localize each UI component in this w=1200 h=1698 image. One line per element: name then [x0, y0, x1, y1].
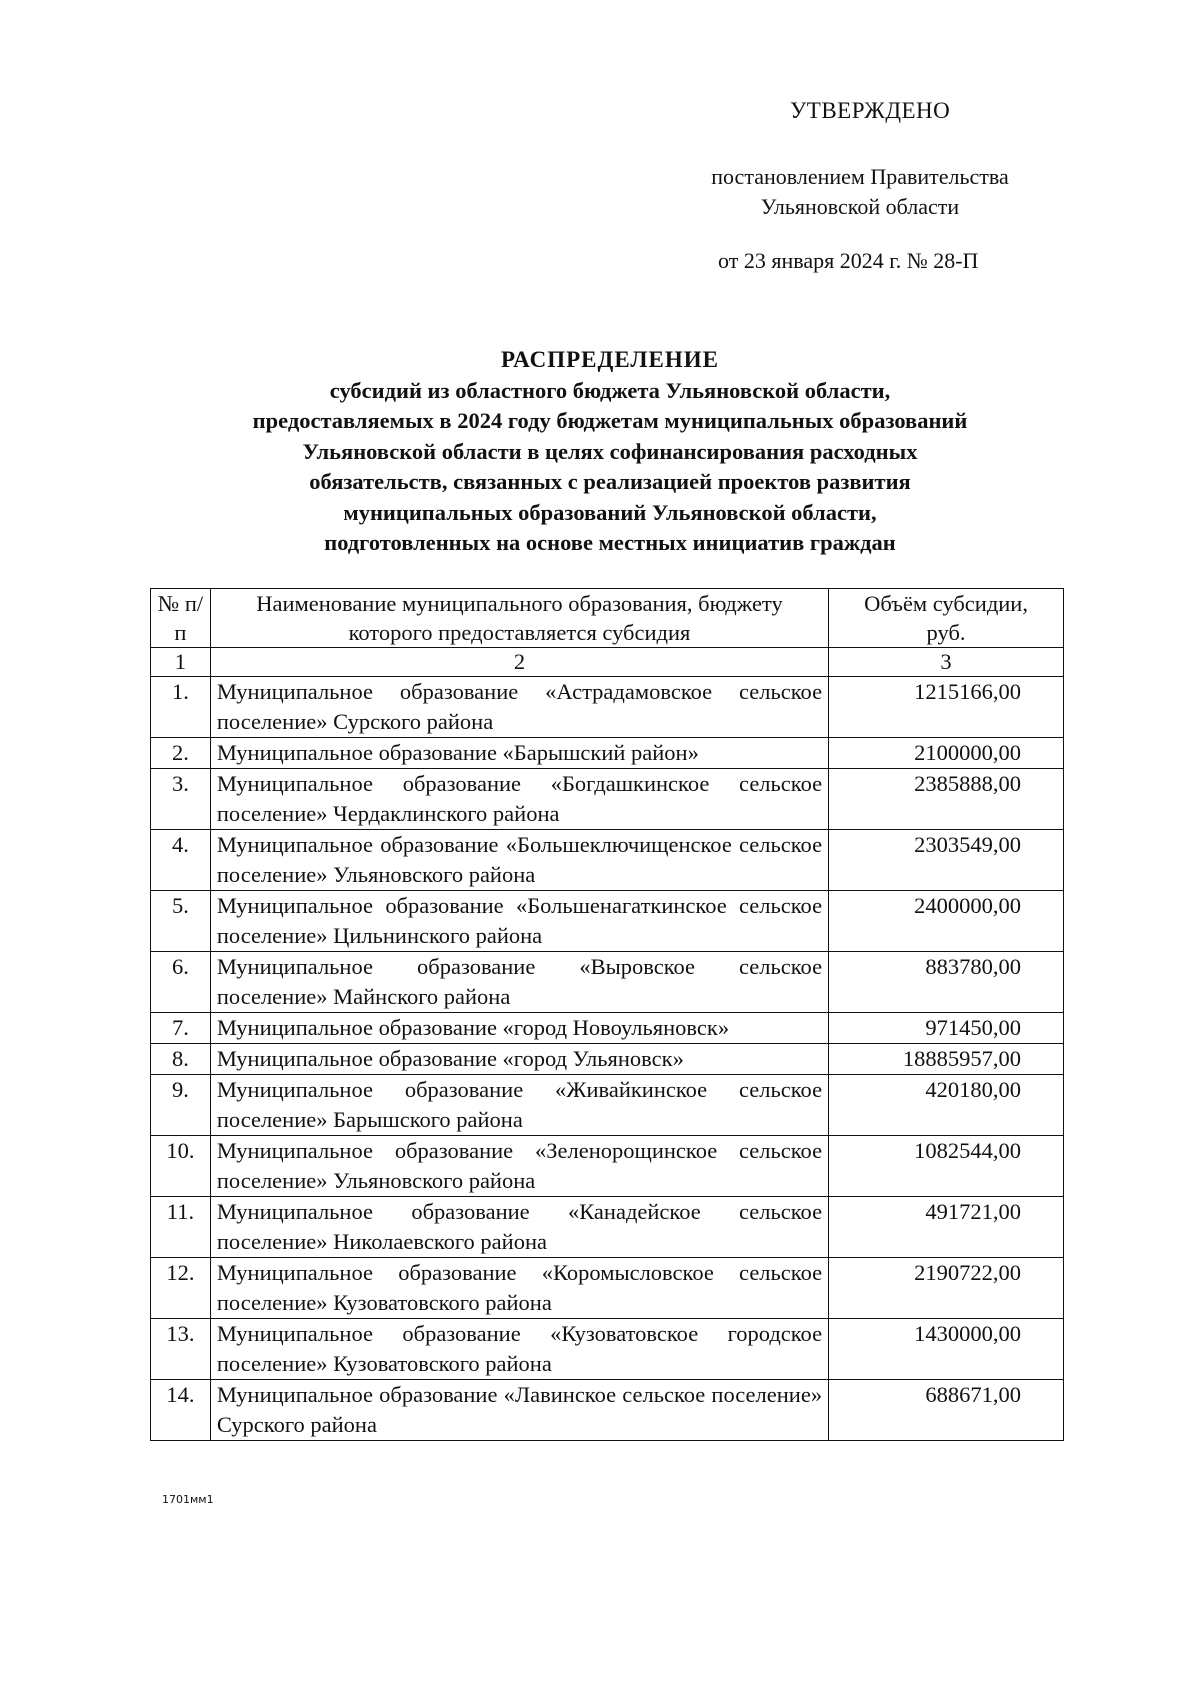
header-value: Объём субсидии, руб.	[829, 589, 1064, 648]
row-value: 883780,00	[829, 952, 1064, 1013]
table-row	[151, 1380, 1064, 1441]
subsidy-table	[150, 588, 1064, 1441]
row-number: 13.	[151, 1319, 211, 1380]
row-name: Муниципальное образование «Большеключищенское сельское поселение» Ульяновского района	[210, 830, 828, 891]
title-main: РАСПРЕДЕЛЕНИЕ	[501, 347, 719, 372]
approval-resolution	[660, 162, 1060, 222]
row-name: Муниципальное образование «Коромысловское сельское поселение» Кузоватовского района	[210, 1258, 828, 1319]
row-number: 2.	[151, 738, 211, 769]
row-number: 7.	[151, 1013, 211, 1044]
row-name: Муниципальное образование «город Новоульяновск»	[210, 1013, 828, 1044]
index-cell: 3	[829, 648, 1064, 677]
row-value: 18885957,00	[829, 1044, 1064, 1075]
row-name: Муниципальное образование «Лавинское сельское поселение» Сурского района	[210, 1380, 828, 1441]
row-name: Муниципальное образование «Кузоватовское городское поселение» Кузоватовского района	[210, 1319, 828, 1380]
table-row	[151, 1013, 1064, 1044]
table-row	[151, 677, 1064, 738]
row-number: 4.	[151, 830, 211, 891]
table-row	[151, 1258, 1064, 1319]
row-value: 2303549,00	[829, 830, 1064, 891]
row-value: 420180,00	[829, 1075, 1064, 1136]
row-number: 12.	[151, 1258, 211, 1319]
title-line: муниципальных образований Ульяновской области,	[343, 499, 877, 525]
row-value: 491721,00	[829, 1197, 1064, 1258]
title-line: Ульяновской области в целях софинансирования расходных	[302, 438, 918, 464]
header-number: № п/п	[151, 589, 211, 648]
title-line: субсидий из областного бюджета Ульяновской области,	[329, 377, 891, 403]
row-name: Муниципальное образование «Зеленорощинское сельское поселение» Ульяновского района	[210, 1136, 828, 1197]
row-name: Муниципальное образование «Большенагаткинское сельское поселение» Цильнинского района	[210, 891, 828, 952]
table-row	[151, 952, 1064, 1013]
table-row	[151, 738, 1064, 769]
approval-date: от 23 января 2024 г. № 28-П	[718, 248, 979, 273]
table-row	[151, 1136, 1064, 1197]
table-header-row	[151, 589, 1064, 648]
row-value: 2385888,00	[829, 769, 1064, 830]
row-number: 9.	[151, 1075, 211, 1136]
index-cell: 2	[210, 648, 828, 677]
row-value: 2190722,00	[829, 1258, 1064, 1319]
document-title	[150, 345, 1070, 559]
row-number: 10.	[151, 1136, 211, 1197]
table-index-row	[151, 648, 1064, 677]
table-row	[151, 891, 1064, 952]
row-number: 5.	[151, 891, 211, 952]
approval-line-1: постановлением Правительства	[711, 164, 1009, 189]
row-number: 11.	[151, 1197, 211, 1258]
row-value: 688671,00	[829, 1380, 1064, 1441]
row-name: Муниципальное образование «Богдашкинское сельское поселение» Чердаклинского района	[210, 769, 828, 830]
row-name: Муниципальное образование «Канадейское сельское поселение» Николаевского района	[210, 1197, 828, 1258]
table-row	[151, 1319, 1064, 1380]
row-number: 14.	[151, 1380, 211, 1441]
table-row	[151, 1075, 1064, 1136]
title-line: подготовленных на основе местных инициатив граждан	[324, 530, 896, 555]
row-number: 3.	[151, 769, 211, 830]
title-line: обязательств, связанных с реализацией проектов развития	[309, 469, 911, 494]
title-line: предоставляемых в 2024 году бюджетам муниципальных образований	[252, 408, 968, 433]
header-name: Наименование муниципального образования, бюджету которого предоставляется субсидия	[210, 589, 828, 648]
row-name: Муниципальное образование «город Ульяновск»	[210, 1044, 828, 1075]
row-name: Муниципальное образование «Астрадамовское сельское поселение» Сурского района	[210, 677, 828, 738]
row-number: 6.	[151, 952, 211, 1013]
table-row	[151, 1044, 1064, 1075]
row-value: 2100000,00	[829, 738, 1064, 769]
table-row	[151, 1197, 1064, 1258]
row-value: 1082544,00	[829, 1136, 1064, 1197]
row-value: 1430000,00	[829, 1319, 1064, 1380]
row-name: Муниципальное образование «Выровское сельское поселение» Майнского района	[210, 952, 828, 1013]
approval-heading: УТВЕРЖДЕНО	[790, 98, 951, 123]
row-value: 1215166,00	[829, 677, 1064, 738]
footer-code: 1701мм1	[162, 1493, 214, 1506]
row-number: 1.	[151, 677, 211, 738]
row-name: Муниципальное образование «Барышский район»	[210, 738, 828, 769]
row-number: 8.	[151, 1044, 211, 1075]
approval-line-2: Ульяновской области	[760, 194, 960, 219]
row-value: 2400000,00	[829, 891, 1064, 952]
index-cell: 1	[151, 648, 211, 677]
table-row	[151, 830, 1064, 891]
row-name: Муниципальное образование «Живайкинское сельское поселение» Барышского района	[210, 1075, 828, 1136]
row-value: 971450,00	[829, 1013, 1064, 1044]
table-row	[151, 769, 1064, 830]
